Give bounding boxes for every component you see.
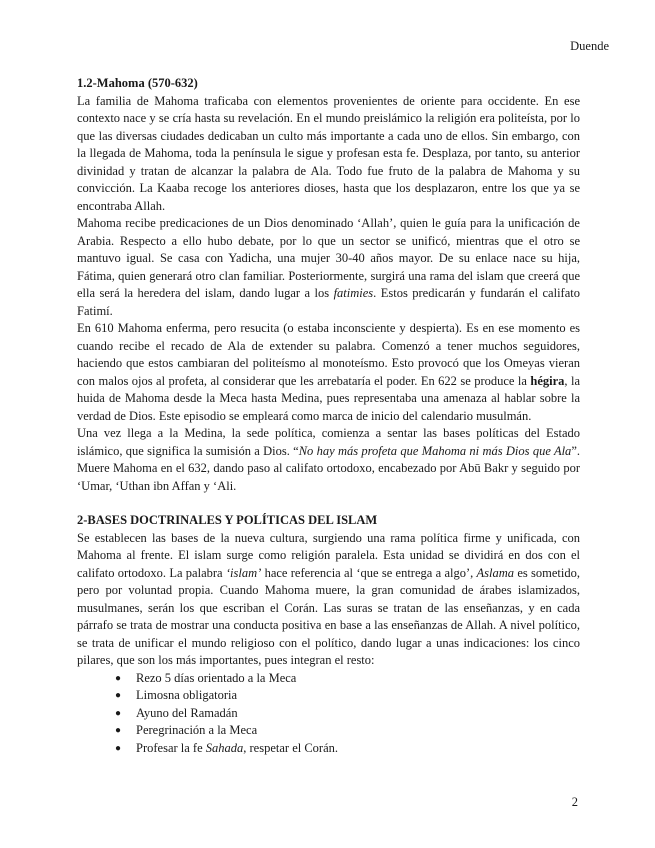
italic-term: ‘islam’: [225, 565, 262, 580]
paragraph-text: , la huida de Mahoma desde la Meca hasta Medina, pues representaba una amenaza al hablar sobre la verdad de Dios. Este episodio se empleará como marca de inicio del calendario musulmán.: [77, 373, 580, 423]
paragraph-text: ”. Muere Mahoma en el 632, dando paso al califato ortodoxo, encabezado por Abū Bakr y seguido por ‘Umar, ‘Uthan ibn Affan y ‘Ali.: [77, 443, 580, 493]
paragraph: [77, 320, 580, 425]
page-number: 2: [571, 795, 578, 809]
italic-term: fatimies: [333, 286, 374, 300]
section-title-bases: 2-BASES DOCTRINALES Y POLÍTICAS DEL ISLAM: [77, 513, 378, 527]
list-item-text: , respetar el Corán.: [243, 740, 339, 755]
list-item: ● Peregrinación a la Meca: [115, 722, 580, 740]
paragraph-text: La familia de Mahoma traficaba con elementos provenientes de oriente para occidente. En ese contexto nace y se cría hasta su revelación. En el mundo preislámico la religión era politeísta, por lo que las diversas ciudades dedicaban un culto más importante a cada uno de ellos. Sin embargo, con la llegada de Mahoma, toda la península le sigue y profesan esta fe. Desplaza, por tanto, su anterior divinidad y tratan de alcanzar la palabra de Ala. Todo fue fruto de la palabra de Mahoma y su convicción. La Kaaba recoge los anteriores dioses, hasta que los desplazaron, entre los que ya se encontraba Allah.: [77, 93, 580, 213]
italic-term: Sahada: [205, 740, 244, 755]
list-item: ● Ayuno del Ramadán: [115, 705, 580, 723]
italic-quote: No hay más profeta que Mahoma ni más Dios que Ala: [298, 443, 572, 458]
running-header: Duende: [570, 39, 609, 53]
paragraph-text: hace referencia al ‘que se entrega a algo’,: [261, 565, 477, 580]
paragraph: [77, 215, 580, 320]
bold-term: hégira: [530, 373, 565, 388]
document-body: [77, 75, 580, 757]
paragraph-text: Una vez llega a la Medina, la sede política, comienza a sentar las bases políticas del Estado islámico, que significa la sumisión a Dios. “: [77, 426, 580, 458]
paragraph: [77, 425, 580, 495]
list-item: ● Limosna obligatoria: [115, 687, 580, 705]
paragraph-text: Se establecen las bases de la nueva cultura, surgiendo una rama política firme y unificada, con Mahoma al frente. El islam surge como religión paralela. Esta unidad se dividirá en dos con el califato ortodoxo. La palabra: [77, 530, 580, 580]
list-item-text: Profesar la fe: [136, 740, 206, 755]
paragraph-text: . Estos predicarán y fundarán el califato Fatimí.: [77, 286, 580, 318]
section-title-mahoma: 1.2-Mahoma (570-632): [77, 76, 198, 90]
paragraph-text: Mahoma recibe predicaciones de un Dios denominado ‘Allah’, quien le guía para la unificación de Arabia. Respecto a ello hubo debate, por lo que un sector se unificó, mientras que el otro se mantuvo igual. Se casa con Yadicha, una mujer 30-40 años mayor. De su enlace nace su hija, Fátima, quien generará otro clan familiar. Posteriormente, surgirá una rama del islam que creerá que ella será la heredera del islam, dando lugar a los: [77, 216, 580, 300]
pillars-list: [77, 670, 580, 758]
list-item: [115, 740, 580, 758]
paragraph-text: es sometido, pero por voluntad propia. Cuando Mahoma muere, la gran comunidad de árabes islamizados, musulmanes, serán los que escriban el Corán. Las suras se tratan de las enseñanzas, y en cada párrafo se trata de mostrar una conducta positiva en base a las enseñanzas de Allah. A nivel político, se trata de unificar el mundo religioso con el político, dando lugar a unas indicaciones: los cinco pilares, que son los más importantes, pues integran el resto:: [77, 565, 580, 667]
italic-term: Aslama: [476, 565, 515, 580]
paragraph-text: En 610 Mahoma enferma, pero resucita (o estaba inconsciente y despierta). Es en ese momento es cuando recibe el recado de Ala de extender su palabra. Comenzó a tener muchos seguidores, haciendo que estos cambiaran del politeísmo al monoteísmo. Esto provocó que los Omeyas vieran con malos ojos al profeta, al considerar que les arrebataría el poder. En 622 se produce la: [77, 321, 580, 388]
list-item: ● Rezo 5 días orientado a la Meca: [115, 670, 580, 688]
paragraph: [77, 93, 580, 216]
paragraph: [77, 530, 580, 670]
